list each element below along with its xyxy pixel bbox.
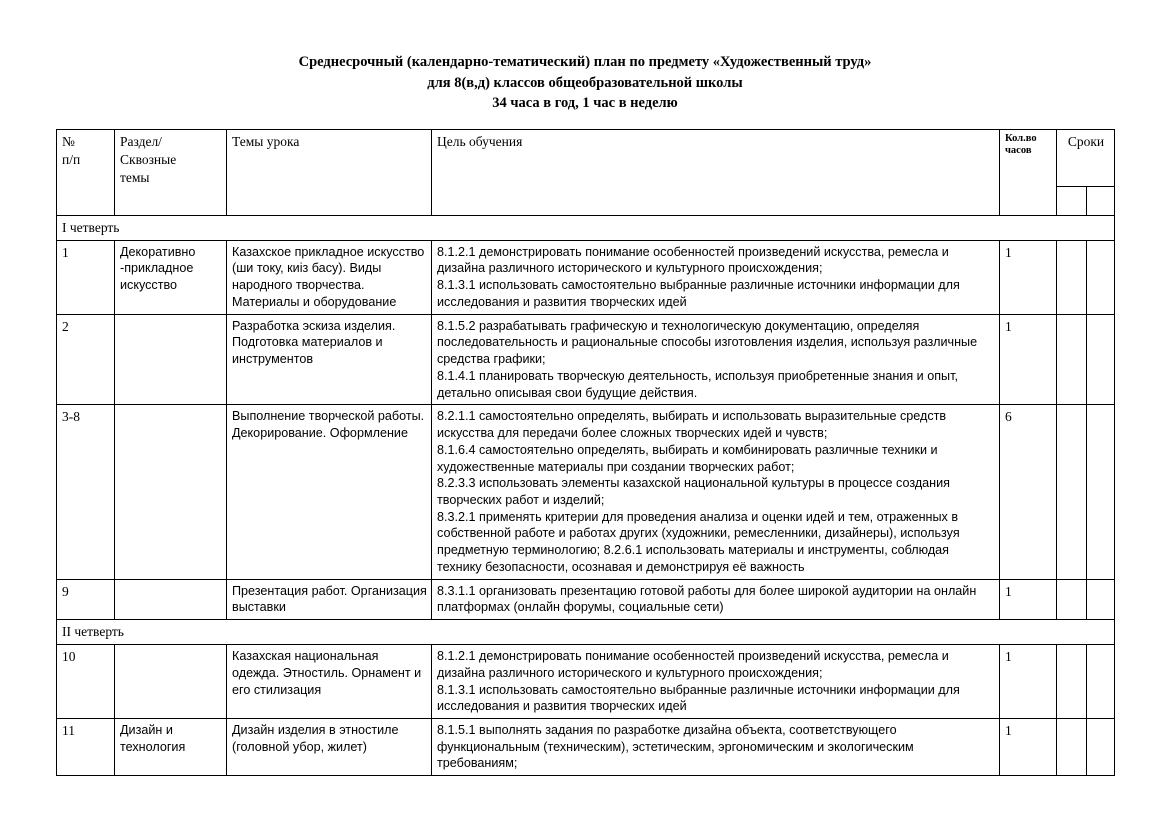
quarter-label: II четверть <box>57 620 1115 645</box>
row-hours: 1 <box>1000 240 1057 314</box>
goal-line: 8.1.5.1 выполнять задания по разработке дизайна объекта, соответствующего функциональным (техническим), эстетическим, эргономическим и экологическим требованиям; <box>437 723 914 771</box>
row-number: 3-8 <box>57 405 115 579</box>
row-goal <box>432 405 1000 579</box>
header-num-line1: № <box>62 133 75 149</box>
row-date-1 <box>1057 579 1087 619</box>
goal-line: 8.1.2.1 демонстрировать понимание особенностей произведений искусства, ремесла и дизайна различного исторического и культурного происхождения; <box>437 244 949 276</box>
row-section <box>115 314 227 405</box>
row-goal <box>432 719 1000 776</box>
goal-line: 8.1.3.1 использовать самостоятельно выбранные различные источники информации для исследования и развития творческих идей <box>437 278 960 309</box>
goal-line: 8.1.4.1 планировать творческую деятельность, используя приобретенные знания и опыт, детально описывая свои будущие действия. <box>437 368 958 400</box>
row-theme: Выполнение творческой работы. Декорирование. Оформление <box>227 405 432 579</box>
row-date-2 <box>1087 405 1115 579</box>
row-hours: 6 <box>1000 405 1057 579</box>
row-hours: 1 <box>1000 719 1057 776</box>
row-hours: 1 <box>1000 314 1057 405</box>
goal-line: 8.3.1.1 организовать презентацию готовой работы для более широкой аудитории на онлайн платформах (онлайн форумы, социальные сети) <box>437 583 977 615</box>
goal-line: 8.1.5.2 разрабатывать графическую и технологическую документацию, определяя последовательность и рациональные способы изготовления изделия, используя различные средства графики; <box>437 318 978 367</box>
table-header <box>57 129 1115 215</box>
row-date-2 <box>1087 314 1115 405</box>
row-date-1 <box>1057 645 1087 719</box>
row-date-2 <box>1087 579 1115 619</box>
row-section: Дизайн и технология <box>115 719 227 776</box>
row-date-1 <box>1057 314 1087 405</box>
title-line-3: 34 часа в год, 1 час в неделю <box>492 95 678 112</box>
header-section-line3: темы <box>120 169 150 185</box>
header-goal: Цель обучения <box>432 129 1000 215</box>
title-line-2: для 8(в,д) классов общеобразовательной школы <box>427 74 743 91</box>
table-row <box>57 314 1115 405</box>
row-theme: Презентация работ. Организация выставки <box>227 579 432 619</box>
header-section-line2: Сквозные <box>120 151 177 167</box>
header-hours-line1: Кол.во <box>1005 132 1037 144</box>
header-date-col-1 <box>1057 186 1087 215</box>
row-theme: Казахская национальная одежда. Этностиль. Орнамент и его стилизация <box>227 645 432 719</box>
table-row <box>57 405 1115 579</box>
table-body <box>57 215 1115 775</box>
row-date-2 <box>1087 719 1115 776</box>
row-date-1 <box>1057 719 1087 776</box>
header-num-line2: п/п <box>62 151 81 167</box>
row-theme: Разработка эскиза изделия. Подготовка материалов и инструментов <box>227 314 432 405</box>
quarter-row <box>57 620 1115 645</box>
row-number: 2 <box>57 314 115 405</box>
goal-line: 8.2.1.1 самостоятельно определять, выбирать и использовать выразительные средств искусства для передачи более сложных творческих идей и чувств; <box>437 409 947 441</box>
goal-line: 8.2.3.3 использовать элементы казахской национальной культуры в процессе создания творческих работ и изделий; <box>437 476 950 507</box>
document-title <box>56 52 1114 114</box>
row-date-2 <box>1087 645 1115 719</box>
row-date-1 <box>1057 240 1087 314</box>
row-section <box>115 645 227 719</box>
row-hours: 1 <box>1000 645 1057 719</box>
table-row <box>57 579 1115 619</box>
row-goal <box>432 645 1000 719</box>
header-section <box>115 129 227 215</box>
goal-line: 8.1.2.1 демонстрировать понимание особенностей произведений искусства, ремесла и дизайна различного исторического и культурного происхождения; <box>437 649 949 680</box>
goal-line: 8.1.3.1 использовать самостоятельно выбранные различные источники информации для исследования и развития творческих идей <box>437 682 960 714</box>
table-row <box>57 240 1115 314</box>
row-date-2 <box>1087 240 1115 314</box>
row-theme: Казахское прикладное искусство (ши току, киіз басу). Виды народного творчества. Материалы и оборудование <box>227 240 432 314</box>
title-line-1: Среднесрочный (календарно-тематический) план по предмету «Художественный труд» <box>298 54 872 70</box>
header-theme: Темы урока <box>227 129 432 215</box>
header-hours <box>1000 129 1057 215</box>
row-goal <box>432 240 1000 314</box>
row-section: Декоративно -прикладное искусство <box>115 240 227 314</box>
row-number: 10 <box>57 645 115 719</box>
header-date-col-2 <box>1087 186 1115 215</box>
quarter-label: I четверть <box>57 215 1115 240</box>
goal-line: 8.1.6.4 самостоятельно определять, выбирать и комбинировать различные техники и художественные материалы при создании творческих работ; <box>437 442 938 474</box>
header-hours-line2: часов <box>1005 145 1032 157</box>
row-section <box>115 579 227 619</box>
table-row <box>57 719 1115 776</box>
goal-line: 8.3.2.1 применять критерии для проведения анализа и оценки идей и тем, отраженных в собственной работе и работах других (художники, ремесленники, дизайнеры), используя предметную терминологию; 8.2.6.1 использовать материалы и инструменты, соблюдая технику безопасности, осознавая и демонстрируя её важность <box>437 509 960 574</box>
row-date-1 <box>1057 405 1087 579</box>
row-goal <box>432 579 1000 619</box>
quarter-row <box>57 215 1115 240</box>
row-number: 9 <box>57 579 115 619</box>
header-num <box>57 129 115 215</box>
row-hours: 1 <box>1000 579 1057 619</box>
header-section-line1: Раздел/ <box>120 133 162 149</box>
row-goal <box>432 314 1000 405</box>
header-dates: Сроки <box>1057 129 1115 186</box>
header-row <box>57 129 1115 186</box>
row-section <box>115 405 227 579</box>
row-number: 1 <box>57 240 115 314</box>
row-theme: Дизайн изделия в этностиле (головной убор, жилет) <box>227 719 432 776</box>
plan-table <box>56 129 1115 776</box>
row-number: 11 <box>57 719 115 776</box>
table-row <box>57 645 1115 719</box>
